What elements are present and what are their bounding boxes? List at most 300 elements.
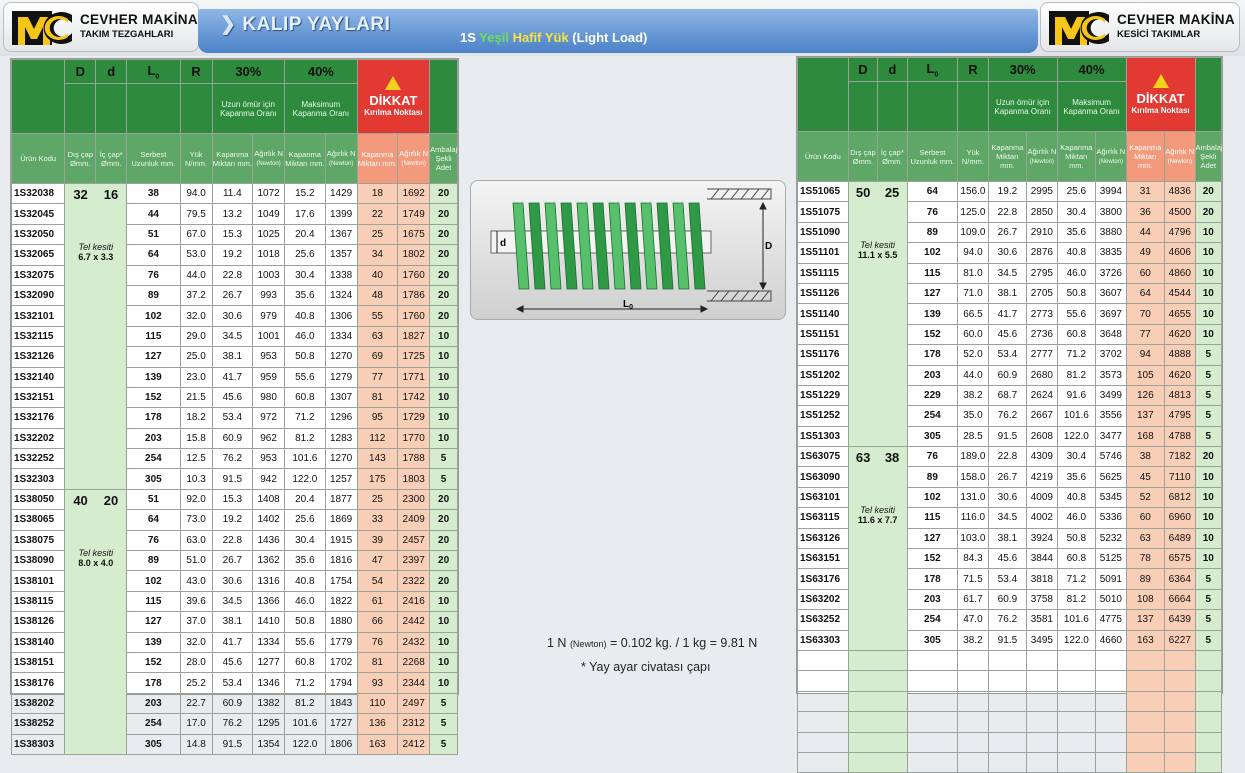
free-length: 139 (127, 367, 180, 387)
inner-diameter: 16 (103, 187, 119, 202)
package-qty: 10 (430, 428, 458, 448)
col-ambalaj: Ambalaj Şekli Adet (430, 134, 458, 184)
force-40: 3835 (1096, 243, 1126, 263)
col-ic-cap: İç çap* Ømm. (878, 132, 907, 182)
empty-cell (1165, 712, 1195, 732)
load-rate: 37.2 (180, 285, 212, 305)
deflection-break: 64 (1126, 283, 1165, 303)
package-qty: 5 (430, 734, 458, 754)
empty-cell (798, 671, 849, 691)
deflection-40: 122.0 (285, 469, 326, 489)
force-30: 1362 (253, 551, 285, 571)
deflection-30: 34.5 (988, 263, 1027, 283)
outer-diameter: 40 (73, 492, 88, 508)
force-break: 1786 (398, 285, 430, 305)
empty-cell (1057, 650, 1096, 670)
deflection-break: 44 (1126, 222, 1165, 242)
package-qty: 10 (1195, 222, 1222, 242)
force-40: 1806 (325, 734, 357, 754)
package-qty: 20 (430, 530, 458, 550)
deflection-40: 30.4 (1057, 447, 1096, 467)
deflection-40: 101.6 (285, 449, 326, 469)
deflection-break: 25 (357, 489, 398, 509)
load-rate: 47.0 (958, 610, 988, 630)
diameter-group (848, 182, 907, 447)
load-rate: 94.0 (180, 184, 212, 204)
free-length: 178 (907, 345, 958, 365)
free-length: 305 (907, 630, 958, 650)
force-30: 1436 (253, 530, 285, 550)
deflection-break: 77 (357, 367, 398, 387)
empty-cell (1195, 752, 1222, 772)
force-40: 3702 (1096, 345, 1126, 365)
deflection-break: 66 (357, 612, 398, 632)
deflection-40: 40.8 (1057, 243, 1096, 263)
deflection-30: 91.5 (988, 630, 1027, 650)
deflection-30: 22.8 (212, 530, 253, 550)
wire-section-value: 11.6 x 7.7 (857, 515, 898, 526)
col-serbest: Serbest Uzunluk mm. (907, 132, 958, 182)
col-agirlik: Ağırlık N (Newton) (1027, 132, 1057, 182)
brand-subtitle: KESİCİ TAKIMLAR (1117, 29, 1201, 40)
wire-section-label: Tel kesiti (78, 547, 114, 558)
product-code: 1S32090 (12, 285, 65, 305)
package-qty: 5 (1195, 569, 1222, 589)
force-30: 4002 (1027, 508, 1057, 528)
force-30: 2777 (1027, 345, 1057, 365)
diagram-label-d: d (500, 238, 507, 249)
free-length: 64 (127, 245, 180, 265)
deflection-40: 40.8 (285, 306, 326, 326)
deflection-30: 34.5 (212, 591, 253, 611)
load-rate: 25.0 (180, 347, 212, 367)
package-qty: 10 (1195, 304, 1222, 324)
load-rate: 28.0 (180, 652, 212, 672)
col-40-desc: Maksimum Kapanma Oranı (285, 84, 358, 134)
load-rate: 67.0 (180, 224, 212, 244)
empty-cell (1195, 650, 1222, 670)
deflection-30: 76.2 (988, 406, 1027, 426)
col-D: D (65, 60, 96, 84)
deflection-40: 25.6 (285, 510, 326, 530)
product-code: 1S38151 (12, 652, 65, 672)
table-row (12, 184, 458, 204)
force-30: 953 (253, 449, 285, 469)
col-agirlik: Ağırlık N (Newton) (325, 134, 357, 184)
page-title-text: KALIP YAYLARI (242, 14, 391, 35)
force-30: 993 (253, 285, 285, 305)
free-length: 76 (907, 447, 958, 467)
empty-cell (1165, 691, 1195, 711)
wire-section-value: 8.0 x 4.0 (78, 557, 114, 568)
deflection-break: 60 (1126, 508, 1165, 528)
col-L0: $L_0$ (907, 58, 958, 82)
deflection-30: 30.6 (988, 243, 1027, 263)
load-rate: 14.8 (180, 734, 212, 754)
header-empty (798, 58, 849, 132)
force-30: 2850 (1027, 202, 1057, 222)
deflection-40: 101.6 (285, 714, 326, 734)
product-code: 1S51115 (798, 263, 849, 283)
force-40: 3880 (1096, 222, 1126, 242)
deflection-break: 110 (357, 693, 398, 713)
force-break: 6439 (1165, 610, 1195, 630)
force-break: 1802 (398, 245, 430, 265)
empty-cell (1027, 691, 1057, 711)
empty-cell (1165, 650, 1195, 670)
free-length: 89 (127, 285, 180, 305)
product-code: 1S63126 (798, 528, 849, 548)
col-30: 30% (212, 60, 285, 84)
free-length: 102 (127, 306, 180, 326)
col-L0: $L_0$ (127, 60, 180, 84)
col-40: 40% (285, 60, 358, 84)
product-code: 1S32115 (12, 326, 65, 346)
product-code: 1S63252 (798, 610, 849, 630)
free-length: 76 (127, 530, 180, 550)
load-rate: 81.0 (958, 263, 988, 283)
brand-subtitle: TAKIM TEZGAHLARI (80, 29, 174, 40)
product-code: 1S63151 (798, 549, 849, 569)
package-qty: 5 (1195, 630, 1222, 650)
product-code: 1S32176 (12, 408, 65, 428)
load-rate: 22.7 (180, 693, 212, 713)
empty-cell (988, 671, 1027, 691)
package-qty: 5 (430, 469, 458, 489)
col-kapanma: Kapanma Miktarı mm. (212, 134, 253, 184)
product-code: 1S51151 (798, 324, 849, 344)
force-break: 4813 (1165, 385, 1195, 405)
empty-cell (1126, 671, 1165, 691)
empty-cell (1165, 732, 1195, 752)
dikkat-label: DİKKAT (369, 93, 418, 108)
package-qty: 20 (430, 285, 458, 305)
force-40: 1399 (325, 204, 357, 224)
deflection-break: 48 (357, 285, 398, 305)
free-length: 51 (127, 489, 180, 509)
deflection-30: 91.5 (988, 426, 1027, 446)
load-rate: 156.0 (958, 182, 988, 202)
deflection-40: 55.6 (285, 632, 326, 652)
load-rate: 39.6 (180, 591, 212, 611)
empty-cell (988, 732, 1027, 752)
deflection-30: 76.2 (212, 714, 253, 734)
package-qty: 10 (1195, 467, 1222, 487)
empty-cell (958, 650, 988, 670)
deflection-break: 108 (1126, 589, 1165, 609)
deflection-break: 78 (1126, 549, 1165, 569)
empty-cell (1057, 691, 1096, 711)
package-qty: 5 (1195, 610, 1222, 630)
product-code: 1S38140 (12, 632, 65, 652)
load-rate: 44.0 (958, 365, 988, 385)
empty-cell (848, 671, 907, 691)
force-break: 7182 (1165, 447, 1195, 467)
force-30: 962 (253, 428, 285, 448)
load-rate: 103.0 (958, 528, 988, 548)
deflection-40: 35.6 (285, 285, 326, 305)
spring-table (797, 57, 1222, 773)
empty-row (798, 691, 1222, 711)
deflection-break: 63 (1126, 528, 1165, 548)
deflection-40: 122.0 (285, 734, 326, 754)
package-qty: 10 (1195, 549, 1222, 569)
package-qty: 20 (1195, 202, 1222, 222)
empty-cell (907, 752, 958, 772)
free-length: 127 (907, 283, 958, 303)
deflection-30: 60.9 (988, 589, 1027, 609)
header-empty (127, 84, 180, 134)
empty-cell (1126, 650, 1165, 670)
dikkat-desc: Kırılma Noktası (1131, 106, 1190, 115)
empty-cell (798, 650, 849, 670)
free-length: 152 (907, 549, 958, 569)
product-code: 1S32151 (12, 387, 65, 407)
free-length: 115 (907, 263, 958, 283)
header-empty (96, 84, 127, 134)
free-length: 305 (127, 734, 180, 754)
product-code: 1S51176 (798, 345, 849, 365)
product-code: 1S63202 (798, 589, 849, 609)
deflection-30: 11.4 (212, 184, 253, 204)
force-break: 4544 (1165, 283, 1195, 303)
header-empty (12, 60, 65, 134)
free-length: 203 (907, 589, 958, 609)
empty-cell (1096, 732, 1126, 752)
force-30: 2624 (1027, 385, 1057, 405)
spring-table-left (10, 58, 459, 750)
deflection-40: 35.6 (1057, 467, 1096, 487)
package-qty: 5 (1195, 365, 1222, 385)
deflection-30: 45.6 (988, 549, 1027, 569)
force-break: 1788 (398, 449, 430, 469)
force-break: 2344 (398, 673, 430, 693)
free-length: 254 (127, 449, 180, 469)
force-40: 1296 (325, 408, 357, 428)
subtitle-suffix: (Light Load) (572, 30, 648, 45)
product-code: 1S32045 (12, 204, 65, 224)
empty-cell (1165, 752, 1195, 772)
force-30: 2910 (1027, 222, 1057, 242)
force-40: 5746 (1096, 447, 1126, 467)
free-length: 203 (127, 428, 180, 448)
product-code: 1S32075 (12, 265, 65, 285)
free-length: 115 (907, 508, 958, 528)
force-30: 1295 (253, 714, 285, 734)
force-40: 1429 (325, 184, 357, 204)
package-qty: 20 (430, 245, 458, 265)
empty-cell (798, 712, 849, 732)
deflection-30: 60.9 (988, 365, 1027, 385)
force-40: 1877 (325, 489, 357, 509)
deflection-30: 26.7 (988, 222, 1027, 242)
empty-cell (798, 691, 849, 711)
force-40: 1794 (325, 673, 357, 693)
force-break: 6575 (1165, 549, 1195, 569)
product-code: 1S63115 (798, 508, 849, 528)
force-40: 1869 (325, 510, 357, 530)
col-40-desc: Maksimum Kapanma Oranı (1057, 82, 1126, 132)
inner-diameter: 20 (103, 492, 119, 508)
load-rate: 158.0 (958, 467, 988, 487)
free-length: 102 (907, 243, 958, 263)
diameter-group (848, 447, 907, 651)
deflection-30: 15.3 (212, 489, 253, 509)
force-30: 1402 (253, 510, 285, 530)
deflection-break: 49 (1126, 243, 1165, 263)
free-length: 127 (907, 528, 958, 548)
free-length: 254 (907, 406, 958, 426)
outer-diameter: 63 (855, 450, 871, 466)
outer-diameter: 50 (855, 185, 871, 200)
load-rate: 38.2 (958, 385, 988, 405)
force-30: 1003 (253, 265, 285, 285)
header (0, 0, 1245, 56)
load-rate: 94.0 (958, 243, 988, 263)
force-30: 3758 (1027, 589, 1057, 609)
deflection-break: 31 (1126, 182, 1165, 202)
deflection-40: 122.0 (1057, 630, 1096, 650)
empty-cell (1195, 712, 1222, 732)
header-empty (848, 82, 877, 132)
table-row (12, 489, 458, 509)
diagram-label-L: $L_0$ (623, 299, 634, 311)
deflection-40: 46.0 (285, 591, 326, 611)
empty-cell (1195, 671, 1222, 691)
force-40: 3477 (1096, 426, 1126, 446)
package-qty: 5 (1195, 345, 1222, 365)
empty-row (798, 650, 1222, 670)
deflection-break: 163 (1126, 630, 1165, 650)
deflection-40: 55.6 (285, 367, 326, 387)
deflection-break: 18 (357, 184, 398, 204)
deflection-30: 22.8 (988, 447, 1027, 467)
empty-cell (1126, 732, 1165, 752)
empty-row (798, 732, 1222, 752)
product-code: 1S32126 (12, 347, 65, 367)
force-break: 1827 (398, 326, 430, 346)
force-40: 1307 (325, 387, 357, 407)
deflection-break: 52 (1126, 487, 1165, 507)
page-subtitle (460, 30, 647, 45)
deflection-30: 38.1 (988, 283, 1027, 303)
empty-cell (907, 671, 958, 691)
col-30: 30% (988, 58, 1057, 82)
force-break: 6960 (1165, 508, 1195, 528)
deflection-40: 55.6 (1057, 304, 1096, 324)
deflection-40: 25.6 (1057, 182, 1096, 202)
deflection-break: 112 (357, 428, 398, 448)
deflection-30: 13.2 (212, 204, 253, 224)
deflection-break: 61 (357, 591, 398, 611)
package-qty: 5 (430, 714, 458, 734)
package-qty: 5 (1195, 426, 1222, 446)
product-code: 1S32038 (12, 184, 65, 204)
free-length: 38 (127, 184, 180, 204)
col-D: D (848, 58, 877, 82)
force-30: 959 (253, 367, 285, 387)
empty-cell (958, 691, 988, 711)
conversion-note (547, 636, 757, 650)
force-break: 2409 (398, 510, 430, 530)
package-qty: 20 (1195, 447, 1222, 467)
note-part: = 0.102 kg. / 1 kg = 9.81 N (609, 636, 758, 650)
header-empty (430, 60, 458, 134)
force-40: 1306 (325, 306, 357, 326)
empty-cell (1057, 712, 1096, 732)
col-dis-cap: Dış çap Ømm. (65, 134, 96, 184)
force-break: 4655 (1165, 304, 1195, 324)
load-rate: 116.0 (958, 508, 988, 528)
package-qty: 5 (1195, 589, 1222, 609)
free-length: 89 (907, 222, 958, 242)
product-code: 1S38126 (12, 612, 65, 632)
load-rate: 37.0 (180, 612, 212, 632)
force-break: 4795 (1165, 406, 1195, 426)
force-30: 4219 (1027, 467, 1057, 487)
force-break: 6664 (1165, 589, 1195, 609)
product-code: 1S51090 (798, 222, 849, 242)
free-length: 229 (907, 385, 958, 405)
deflection-30: 53.4 (212, 673, 253, 693)
free-length: 152 (127, 387, 180, 407)
product-code: 1S32050 (12, 224, 65, 244)
deflection-40: 40.8 (1057, 487, 1096, 507)
force-break: 2268 (398, 652, 430, 672)
free-length: 152 (127, 652, 180, 672)
col-ambalaj: Ambalaj Şekli Adet (1195, 132, 1222, 182)
force-30: 1018 (253, 245, 285, 265)
deflection-40: 40.8 (285, 571, 326, 591)
col-agirlik: Ağırlık N (Newton) (398, 134, 430, 184)
force-break: 2442 (398, 612, 430, 632)
spring-diagram (470, 180, 786, 320)
deflection-30: 30.6 (988, 487, 1027, 507)
package-qty: 5 (1195, 385, 1222, 405)
force-30: 2773 (1027, 304, 1057, 324)
force-40: 1727 (325, 714, 357, 734)
deflection-40: 30.4 (1057, 202, 1096, 222)
deflection-30: 26.7 (212, 551, 253, 571)
col-urun-kodu: Ürün Kodu (12, 134, 65, 184)
free-length: 115 (127, 591, 180, 611)
product-code: 1S51202 (798, 365, 849, 385)
package-qty: 10 (1195, 283, 1222, 303)
empty-row (798, 671, 1222, 691)
empty-cell (1027, 671, 1057, 691)
load-rate: 32.0 (180, 632, 212, 652)
free-length: 102 (907, 487, 958, 507)
product-code: 1S51101 (798, 243, 849, 263)
wire-section-value: 6.7 x 3.3 (78, 252, 114, 262)
free-length: 64 (127, 510, 180, 530)
force-40: 1324 (325, 285, 357, 305)
force-break: 2457 (398, 530, 430, 550)
force-30: 4309 (1027, 447, 1057, 467)
force-40: 3499 (1096, 385, 1126, 405)
empty-cell (1096, 691, 1126, 711)
load-rate: 21.5 (180, 387, 212, 407)
force-break: 1760 (398, 265, 430, 285)
deflection-40: 35.6 (1057, 222, 1096, 242)
deflection-30: 19.2 (212, 510, 253, 530)
force-30: 2608 (1027, 426, 1057, 446)
force-break: 1771 (398, 367, 430, 387)
deflection-40: 60.8 (1057, 549, 1096, 569)
deflection-30: 45.6 (212, 387, 253, 407)
deflection-40: 20.4 (285, 224, 326, 244)
package-qty: 20 (430, 571, 458, 591)
